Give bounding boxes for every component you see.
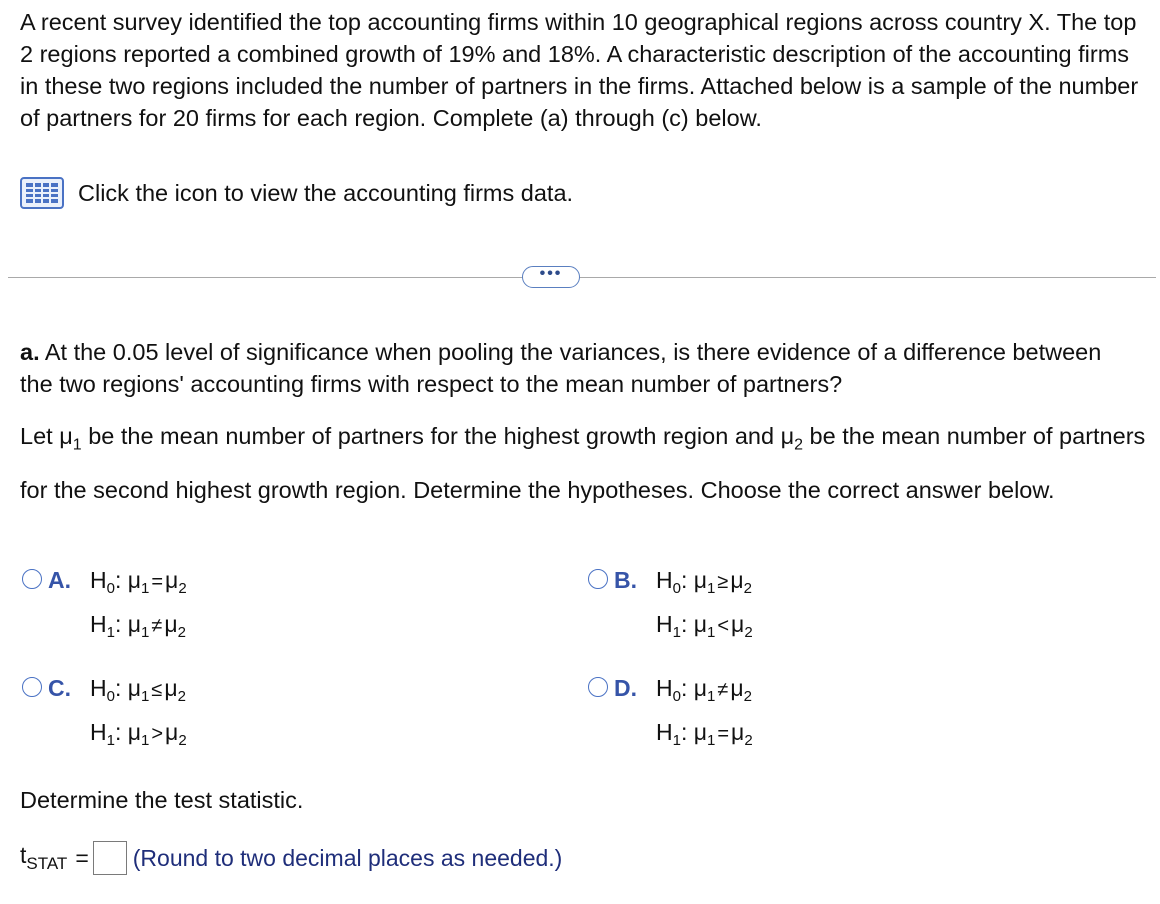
equals-sign: = <box>75 844 89 871</box>
radio-button[interactable] <box>22 677 42 697</box>
let-word: Let <box>20 423 53 449</box>
question-a-text: At the 0.05 level of significance when pooling the variances, is there evidence of a difference between the two regions' accounting firms with respect to the mean number of partners? <box>20 339 1102 397</box>
alternative-hypothesis: $H_1$: $\mu_1 \ne\mu_2$ <box>90 611 186 641</box>
option-letter: A. <box>48 567 71 593</box>
radio-button[interactable] <box>22 569 42 589</box>
alternative-hypothesis: $H_1$: $\mu_1 >\mu_2$ <box>90 719 187 749</box>
option-d[interactable] <box>588 673 1088 753</box>
mu-subscript: 1 <box>72 436 82 454</box>
option-letter: D. <box>614 675 637 701</box>
ellipsis-icon: ••• <box>539 265 563 282</box>
alternative-hypothesis: $H_1$: $\mu_1 <\mu_2$ <box>656 611 753 641</box>
option-b[interactable] <box>588 565 1088 645</box>
table-grid-icon[interactable] <box>20 177 64 209</box>
expand-more-button[interactable] <box>522 266 580 288</box>
question-intro: A recent survey identified the top accounting firms within 10 geographical regions across country X. The top 2 regions reported a combined growth of 19% and 18%. A characteristic description of the accounting firms in these two regions included the number of partners in the firms. Attached below is a sample of the number of partners for 20 firms for each region. Complete (a) through (c) below. <box>20 9 1139 131</box>
part-a-label: a. <box>20 339 40 365</box>
view-data-link[interactable] <box>20 176 573 210</box>
option-letter: C. <box>48 675 71 701</box>
test-statistic-prompt: Determine the test statistic. <box>20 787 304 813</box>
option-letter: B. <box>614 567 637 593</box>
option-a[interactable] <box>22 565 522 645</box>
null-hypothesis: $H_0$: $\mu_1 \ne\mu_2$ <box>656 675 752 705</box>
view-data-label[interactable]: Click the icon to view the accounting firms data. <box>78 179 574 206</box>
rounding-hint: (Round to two decimal places as needed.) <box>132 844 563 871</box>
radio-button[interactable] <box>588 569 608 589</box>
null-hypothesis: $H_0$: $\mu_1 =\mu_2$ <box>90 567 187 597</box>
instructions-part2: be the mean number of partners for the second highest growth region. Determine the hypotheses. Choose the correct answer below. <box>20 423 1146 503</box>
mu-symbol: μ <box>780 423 795 449</box>
hypotheses-instructions <box>20 414 1150 512</box>
section-divider <box>8 277 1156 278</box>
test-statistic-row <box>20 838 562 878</box>
question-a <box>20 336 1140 400</box>
mu-subscript: 2 <box>794 436 804 454</box>
mu-symbol: μ <box>59 423 73 449</box>
null-hypothesis: $H_0$: $\mu_1 \le\mu_2$ <box>90 675 186 705</box>
alternative-hypothesis: $H_1$: $\mu_1 =\mu_2$ <box>656 719 753 749</box>
null-hypothesis: $H_0$: $\mu_1 \ge\mu_2$ <box>656 567 752 597</box>
t-stat-label: $t_{STAT}$ <box>20 842 68 873</box>
option-c[interactable] <box>22 673 522 753</box>
t-stat-input[interactable] <box>93 841 127 875</box>
instructions-part1: be the mean number of partners for the highest growth region and <box>88 423 775 449</box>
radio-button[interactable] <box>588 677 608 697</box>
